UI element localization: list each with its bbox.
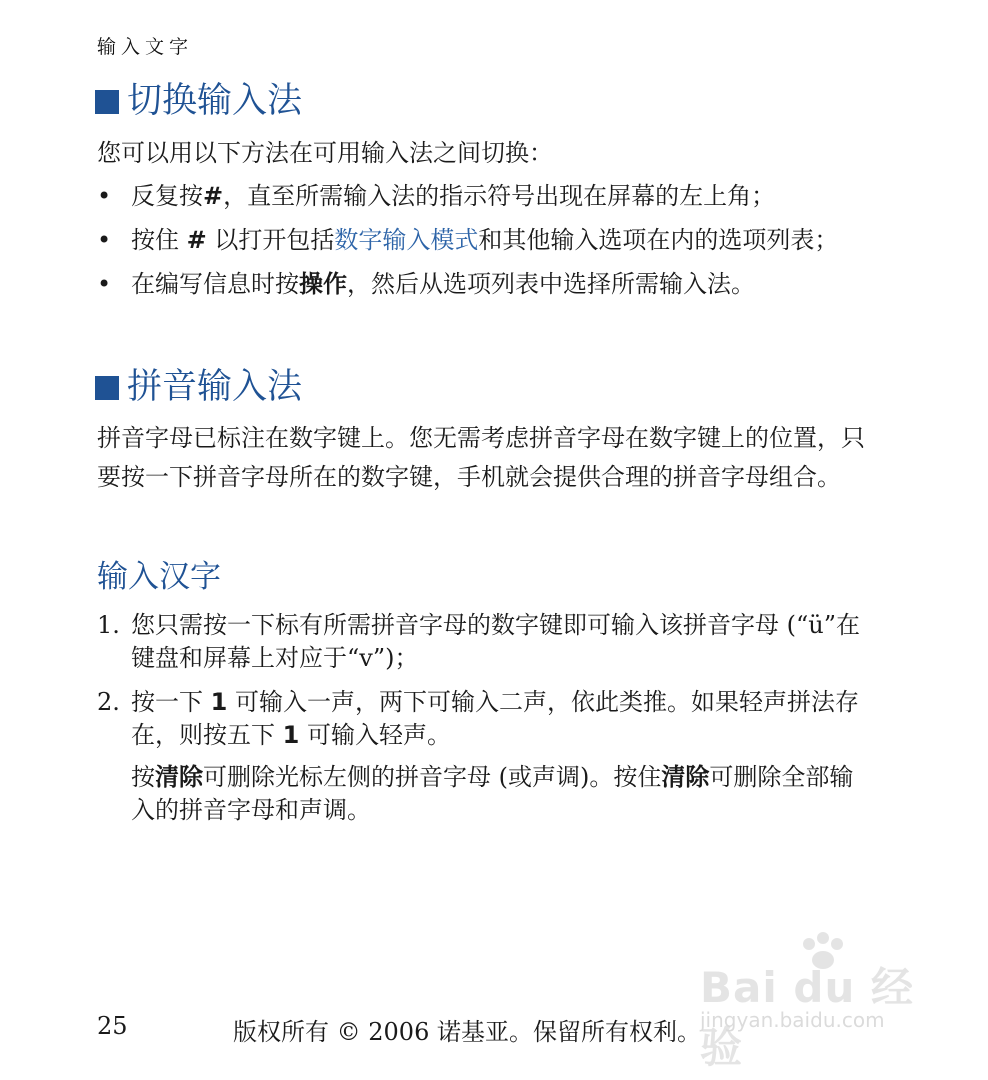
heading-square-icon: [95, 90, 119, 114]
heading-square-icon: [95, 376, 119, 400]
bullet-list: [97, 180, 877, 312]
step-number: 1.: [97, 611, 120, 639]
list-item: [97, 268, 877, 301]
watermark-logo-text: Bai du 经验: [700, 963, 914, 1072]
steps-list: [97, 609, 877, 763]
cross-reference-link[interactable]: 数字输入模式: [334, 226, 479, 254]
bullet-icon: •: [97, 226, 112, 254]
section2-intro: 拼音字母已标注在数字键上。您无需考虑拼音字母在数字键上的位置，只要按一下拼音字母所在的数字键，手机就会提供合理的拼音字母组合。: [97, 424, 865, 491]
list-item: [97, 686, 877, 752]
baidu-watermark: [700, 930, 940, 1072]
watermark-url: jingyan.baidu.com: [700, 1008, 885, 1032]
section-heading-switch-input: [95, 81, 303, 121]
list-item-text: ，直至所需输入法的指示符号出现在屏幕的左上角；: [223, 182, 776, 210]
key-label: 清除: [155, 763, 203, 791]
copyright-notice: 版权所有 © 2006 诺基亚。保留所有权利。: [233, 1018, 701, 1046]
list-item-text: ，然后从选项列表中选择所需输入法。: [347, 270, 755, 298]
list-item: [97, 609, 877, 675]
list-item-text: 和其他输入选项在内的选项列表；: [478, 226, 839, 254]
list-item-text: 以打开包括: [206, 226, 335, 254]
step-text: 您只需按一下标有所需拼音字母的数字键即可输入该拼音字母 (“ü”在键盘和屏幕上对应于“v”)；: [131, 611, 860, 672]
list-item-text: 在编写信息时按: [131, 270, 299, 298]
list-item-text: 按住: [131, 226, 187, 254]
section1-intro: 您可以用以下方法在可用输入法之间切换：: [97, 139, 553, 167]
bullet-icon: •: [97, 182, 112, 210]
step-text: 按一下: [131, 688, 211, 716]
step-text: 可输入轻声。: [299, 721, 451, 749]
note-text: 可删除全部输入的拼音字母和声调。: [131, 763, 854, 824]
clear-key-note: [131, 761, 877, 827]
list-item: [97, 224, 877, 257]
section-title: 切换输入法: [127, 81, 303, 121]
running-header: 输入文字: [97, 36, 194, 58]
subsection-heading: 输入汉字: [97, 559, 221, 595]
note-text: 可删除光标左侧的拼音字母 (或声调)。按住: [203, 763, 662, 791]
key-label: 1: [282, 721, 300, 749]
list-item: [97, 180, 877, 213]
key-label: #: [186, 226, 207, 254]
section-title: 拼音输入法: [127, 367, 303, 407]
section-heading-pinyin: [95, 367, 303, 407]
key-label: #: [203, 182, 224, 210]
step-number: 2.: [97, 688, 120, 716]
bullet-icon: •: [97, 270, 112, 298]
key-label: 清除: [661, 763, 710, 791]
key-label: 操作: [299, 270, 347, 298]
note-text: 按: [131, 763, 155, 791]
page-number: 25: [97, 1012, 128, 1040]
list-item-text: 反复按: [131, 182, 203, 210]
key-label: 1: [210, 688, 228, 716]
step-text: 可输入一声，两下可输入二声，依此类推。如果轻声拼法存在，则按五下: [131, 688, 859, 749]
